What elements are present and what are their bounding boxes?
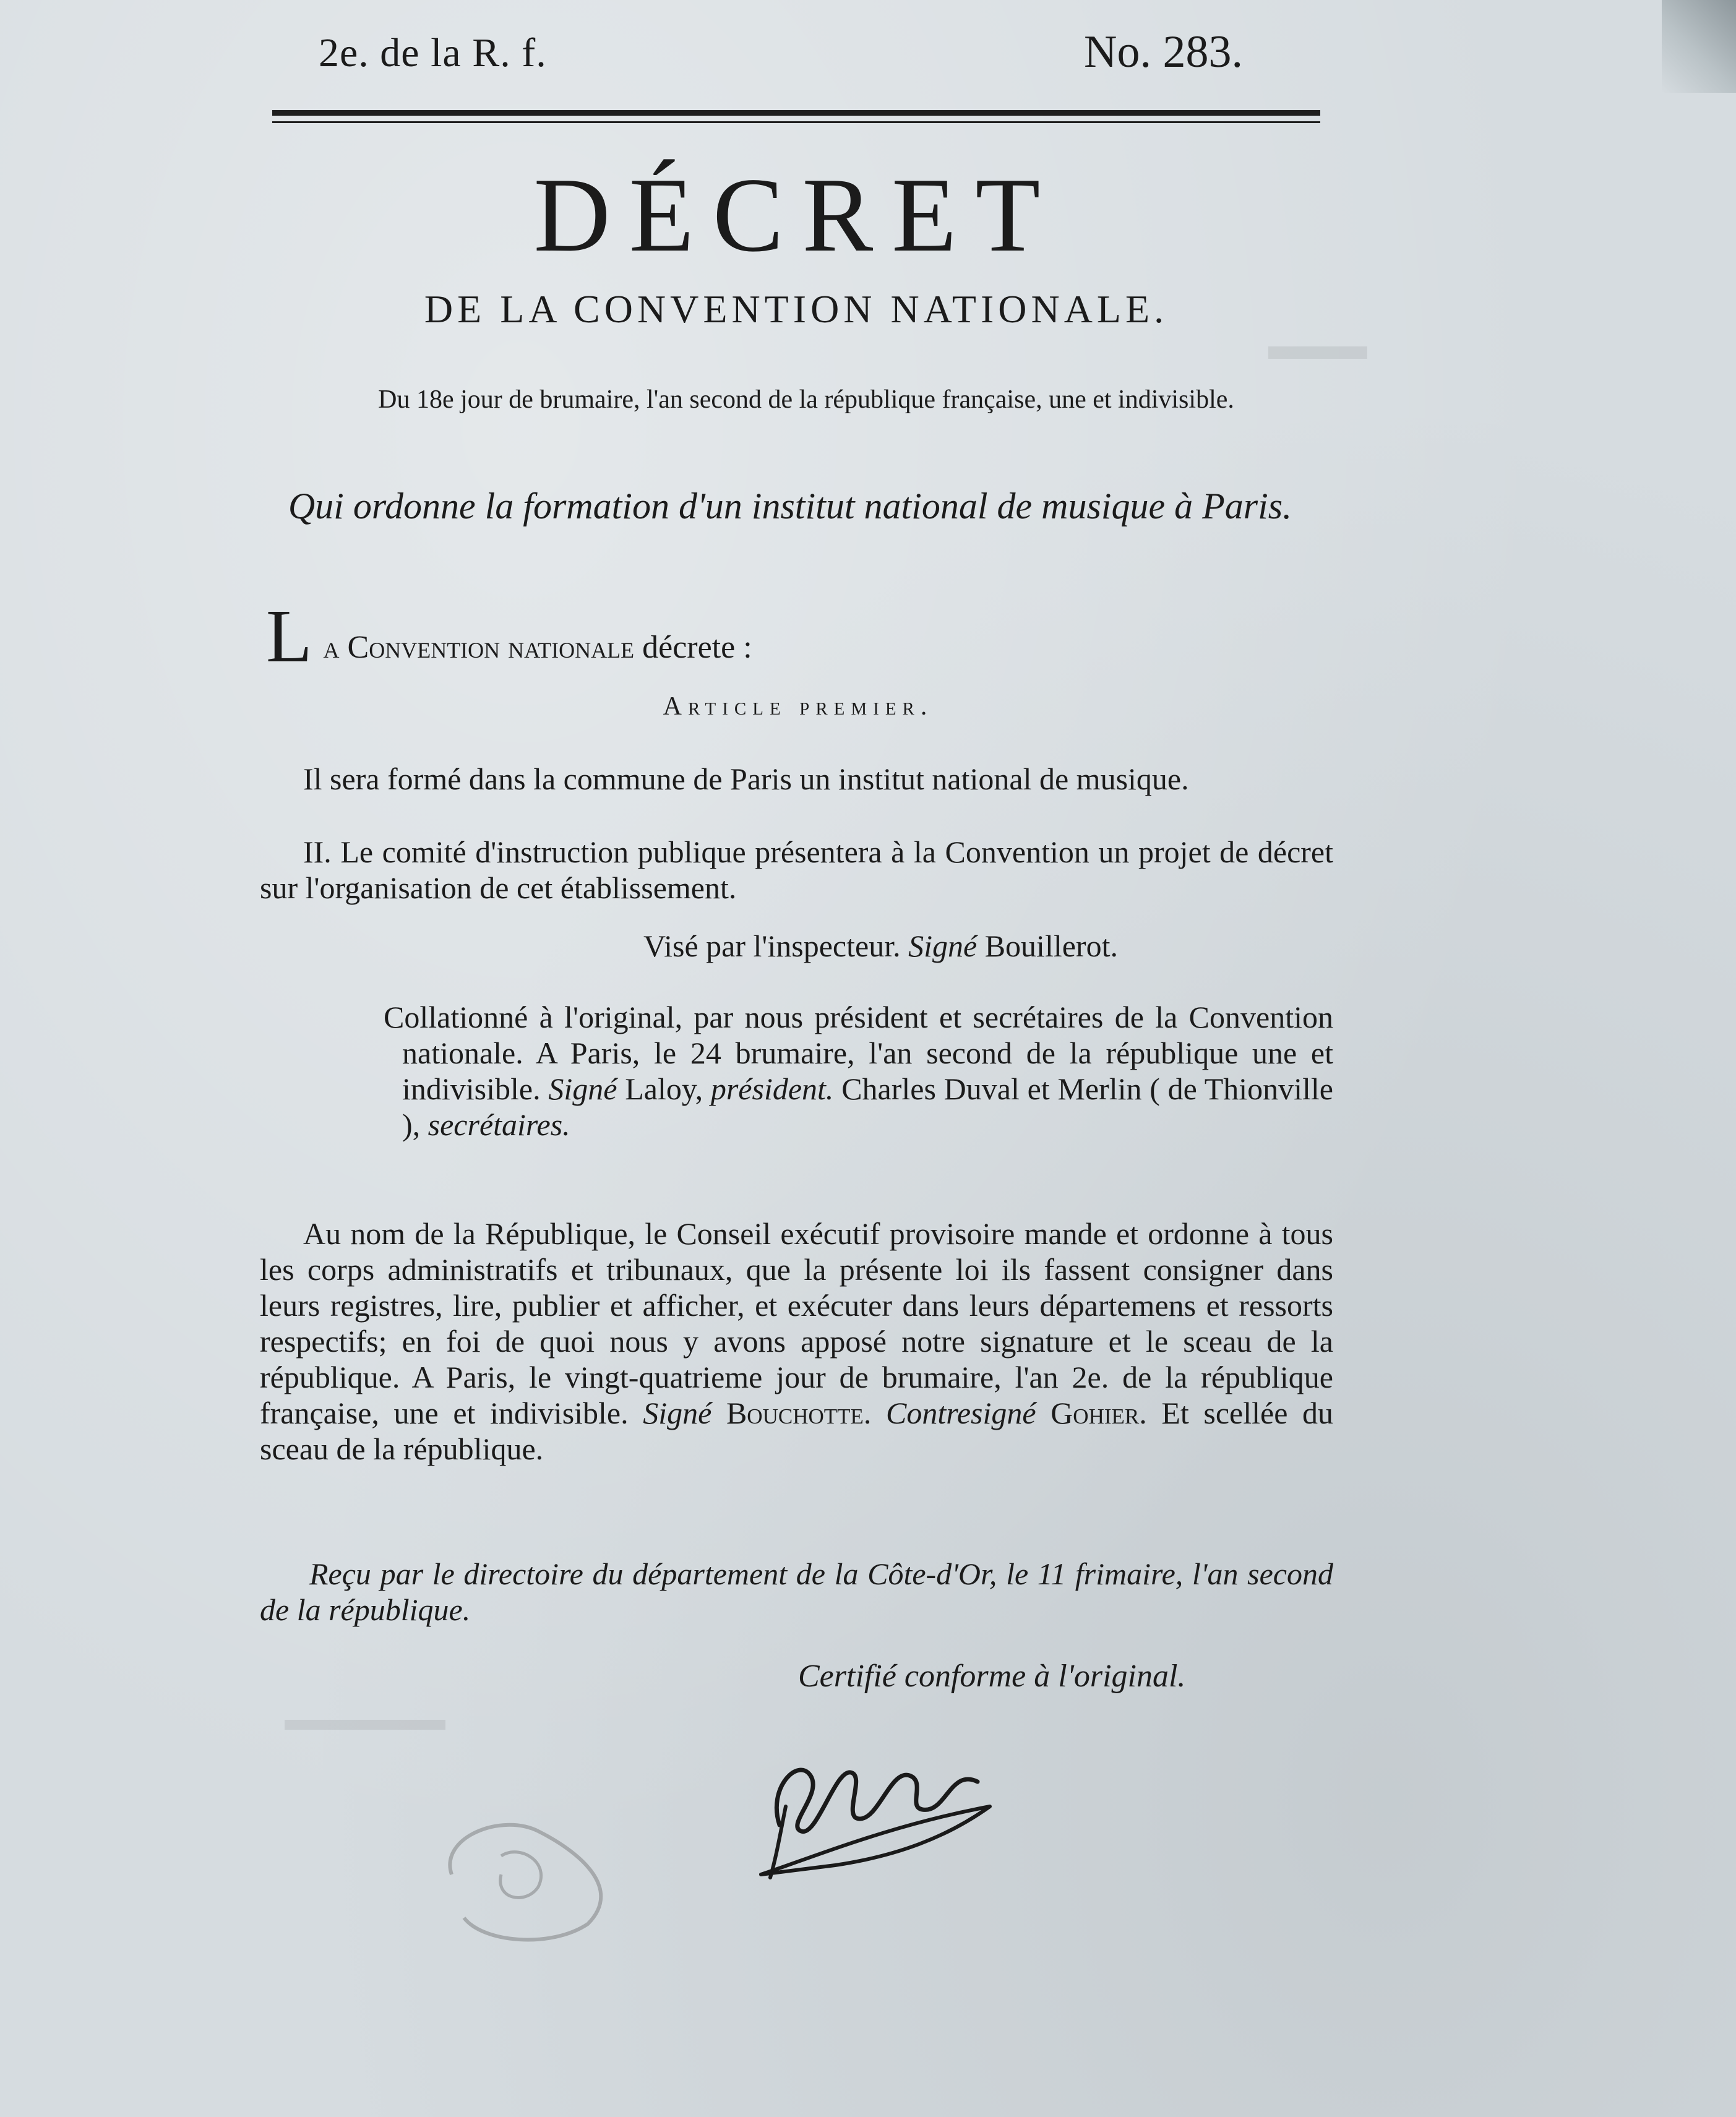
- seal-text: Et scellée du sceau de la république.: [260, 1396, 1334, 1466]
- preamble-verb: décrete :: [642, 630, 752, 665]
- page-corner-fold: [1662, 0, 1736, 93]
- article-1: Il sera formé dans la commune de Paris un institut national de musique.: [303, 762, 1189, 796]
- collation-signe: Signé: [548, 1071, 617, 1106]
- promulgation-text: Au nom de la République, le Conseil exécutif provisoire mande et ordonne à tous les corps administratifs et tribunaux, que la présente loi ils fassent consigner dans leurs registres, lire, publier et afficher, et exécuter dans leurs départemens et ressorts respectifs; en foi de quoi nous y avons apposé notre signature et le sceau de la république. A Paris, le vingt-quatrieme jour de brumaire, l'an 2e. de la république française, une et indivisible.: [260, 1216, 1333, 1430]
- bleed-through-mark: [1268, 346, 1367, 359]
- decree-title: DÉCRET: [533, 157, 1059, 274]
- article-heading: Article premier.: [663, 692, 934, 721]
- receipt-note: Reçu par le directoire du département de la Côte-d'Or, le 11 frimaire, l'an second de la république.: [260, 1557, 1333, 1627]
- countersigner: Gohier.: [1051, 1396, 1147, 1430]
- preamble-caps: a Convention nationale: [323, 630, 635, 665]
- vise-name: Bouillerot.: [984, 929, 1118, 963]
- certification: Certifié conforme à l'original.: [798, 1659, 1186, 1694]
- secretaries-names: Charles Duval et Merlin ( de Thionville ),: [402, 1071, 1334, 1142]
- countersigned-label: Contresigné: [886, 1396, 1036, 1430]
- promulgation-signer: Bouchotte.: [726, 1396, 872, 1430]
- bleed-through-mark: [285, 1720, 445, 1730]
- president-name: Laloy,: [625, 1071, 703, 1106]
- drop-cap: L: [266, 595, 312, 678]
- president-title: président.: [710, 1071, 834, 1106]
- collation-paragraph: [384, 999, 1334, 1143]
- header-rule-thin: [272, 121, 1320, 123]
- collation-text: Collationné à l'original, par nous président et secrétaires de la Convention nationale. A Paris, le 24 brumaire, l'an second de la république une et indivisible.: [384, 1000, 1333, 1106]
- header-series: 2e. de la R. f.: [319, 30, 547, 75]
- header-number: No. 283.: [1084, 27, 1243, 77]
- handwritten-signature: [742, 1732, 1002, 1893]
- header-rule-thick: [272, 110, 1320, 116]
- decree-purpose: Qui ordonne la formation d'un institut national de musique à Paris.: [288, 486, 1292, 526]
- vise-signe: Signé: [908, 929, 978, 963]
- vise-text: Visé par l'inspecteur.: [643, 929, 901, 963]
- decree-subtitle: DE LA CONVENTION NATIONALE.: [424, 287, 1169, 331]
- article-2: II. Le comité d'instruction publique présentera à la Convention un projet de décret sur l'organisation de cet établissement.: [260, 835, 1333, 905]
- dateline: Du 18e jour de brumaire, l'an second de la république française, une et indivisible.: [378, 385, 1234, 414]
- promulgation-signe: Signé: [643, 1396, 712, 1430]
- vise-line: [643, 928, 1118, 964]
- preamble: [266, 595, 752, 678]
- promulgation-paragraph: [260, 1216, 1333, 1467]
- faded-stamp-mark: [427, 1800, 643, 1955]
- secretaries-title: secrétaires.: [428, 1107, 570, 1142]
